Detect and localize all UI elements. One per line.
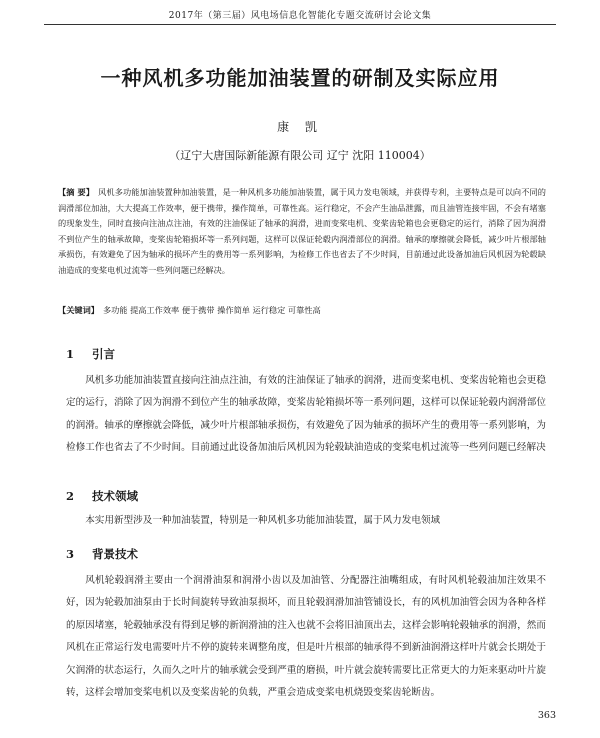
section-title: 技术领域 [92,489,138,503]
section-body-introduction: 风机多功能加油装置直接向注油点注油，有效的注油保证了轴承的润滑，进而变桨电机、变桨齿轮箱也会更稳定的运行，消除了因为润滑不到位产生的轴承故障，变桨齿轮箱损坏等一系列问题，这样可以保证轮毂内润滑部位的润滑。轴承的摩擦就会降低，减少叶片根部轴承损伤，有效避免了因为轴承的损坏产生的费用等一系列影响，为检修工作也省去了不少时间。目前通过此设备加油后风机因为轮毂缺油造成的变桨电机过流等一些列问题已经解决 [66,375,546,454]
keywords-text: 多功能 提高工作效率 便于携带 操作简单 运行稳定 可靠性高 [102,305,321,315]
section-title: 背景技术 [92,547,138,561]
section-number: 1 [66,347,75,361]
author-name: 康 凯 [277,120,323,134]
author-affiliation: （辽宁大唐国际新能源有限公司 辽宁 沈阳 110004） [169,149,431,162]
abstract-label: 【摘 要】 [58,187,95,197]
page-number: 363 [537,710,556,721]
keywords [58,303,546,318]
header-divider [44,24,556,25]
running-header: 2017年（第三届）风电场信息化智能化专题交流研讨会论文集 [168,11,432,21]
section-heading-technical-field [66,488,138,504]
section-heading-introduction [66,346,115,362]
paper-title: 一种风机多功能加油装置的研制及实际应用 [100,66,500,90]
section-number: 2 [66,489,75,503]
abstract-text: 风机多功能加油装置种加油装置，是一种风机多功能加油装置，属于风力发电领域，并获得专利，主要特点是可以向不同的润滑部位加油，大大提高工作效率，便于携带，操作简单，可靠性高。运行稳定，不会产生油品泄露，而且油管连接牢固，不会有堵塞的现象发生，同时直接向注油点注油，有效的注油保证了轴承的润滑，进而变桨电机、变桨齿轮箱也会更稳定的运行，消除了因为润滑不到位产生的轴承故障，变桨齿轮箱损坏等一系列问题，这样可以保证轮毂内润滑部位的润滑。轴承的摩擦就会降低，减少叶片根部轴承损伤，有效避免了因为轴承的损坏产生的费用等一系列影响，为检修工作也省去了不少时间，目前通过此设备加油后风机因为轮毂缺油造成的变桨电机过流等一些列问题已经解决。 [58,187,546,275]
section-number: 3 [66,547,75,561]
abstract [58,185,546,279]
keywords-label: 【关键词】 [58,305,99,315]
section-heading-background [66,546,138,562]
section-body-technical-field: 本实用新型涉及一种加油装置，特别是一种风机多功能加油装置，属于风力发电领域 [85,515,441,526]
section-body-background: 风机轮毂润滑主要由一个润滑油泵和润滑小齿以及加油管、分配器注油嘴组成，有时风机轮毂油加注效果不好，因为轮毂加油泵由于长时间旋转导致油泵损坏，而且轮毂润滑加油管铺设长，有的风机加油管会因为各种各样的原因堵塞，轮毂轴承没有得到足够的新润滑油的注入也就不会将旧油顶出去，这样会影响轮毂轴承的润滑，然而风机在正常运行发电需要叶片不停的旋转来调整角度，但是叶片根部的轴承得不到新油润滑这样叶片就会长期处于欠润滑的状态运行，久而久之叶片的轴承就会受到严重的磨损，叶片就会旋转需要比正常更大的力矩来驱动叶片旋转，这样会增加变桨电机以及变桨齿轮的负载，严重会造成变桨电机烧毁变桨齿轮断齿。 [66,575,546,699]
section-title: 引言 [92,347,115,361]
